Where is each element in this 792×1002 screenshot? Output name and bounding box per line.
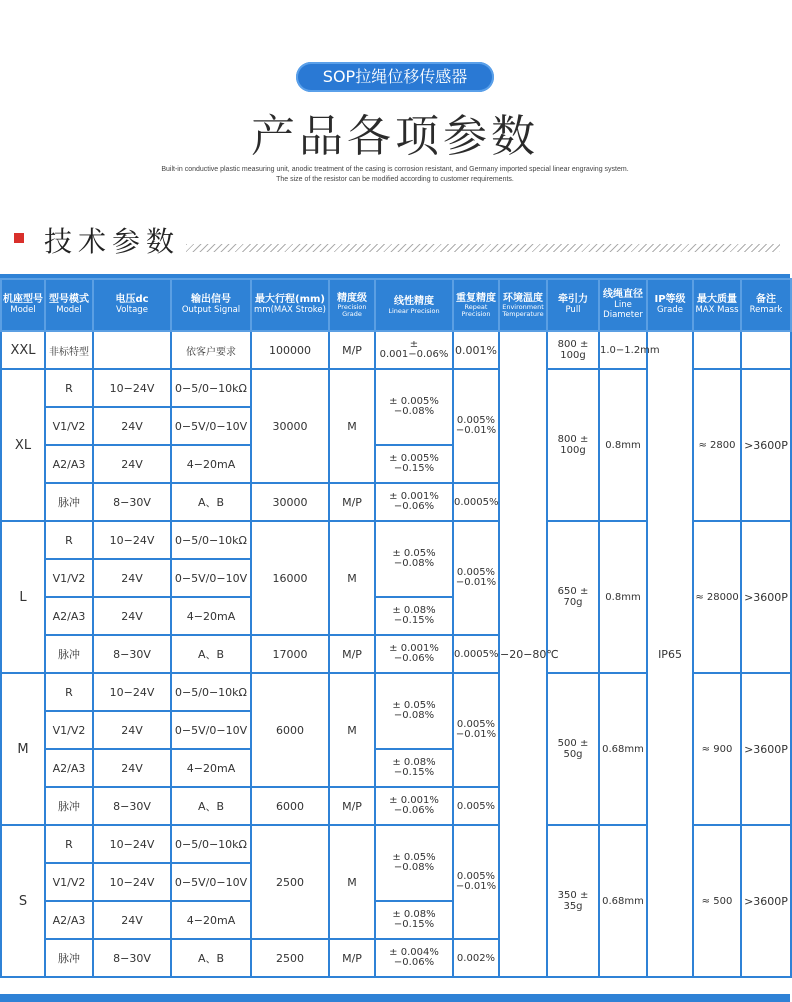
cell-model: M [1, 673, 45, 825]
cell-temperature: −20−80℃ [499, 331, 547, 977]
cell-output: 依客户要求 [171, 331, 251, 369]
column-header-cn: 最大质量 [697, 294, 737, 306]
cell-voltage: 8−30V [93, 787, 171, 825]
cell-voltage: 10−24V [93, 673, 171, 711]
cell-ip-grade: IP65 [647, 331, 693, 977]
column-header-en: Model [56, 304, 82, 315]
column-header [693, 279, 741, 331]
cell-mode: R [45, 369, 93, 407]
cell-linear: ± 0.005% −0.08% [375, 369, 453, 445]
cell-linear: ± 0.001−0.06% [375, 331, 453, 369]
cell-voltage [93, 331, 171, 369]
cell-linear: ± 0.001% −0.06% [375, 483, 453, 521]
cell-mode: A2/A3 [45, 597, 93, 635]
column-header-cn: 电压dc [115, 294, 149, 306]
cell-repeat: 0.005% −0.01% [453, 521, 499, 635]
cell-mode: V1/V2 [45, 863, 93, 901]
page-title: 产品各项参数 [251, 111, 539, 162]
cell-output: 0−5/0−10kΩ [171, 369, 251, 407]
cell-grade: M/P [329, 787, 375, 825]
cell-mode: 脉冲 [45, 787, 93, 825]
column-header [741, 279, 791, 331]
column-header-cn: 线绳直径 [603, 289, 643, 301]
cell-remark [741, 331, 791, 369]
cell-mode: A2/A3 [45, 901, 93, 939]
cell-stroke: 30000 [251, 483, 329, 521]
cell-stroke: 2500 [251, 939, 329, 977]
cell-output: 0−5/0−10kΩ [171, 521, 251, 559]
cell-mode: V1/V2 [45, 711, 93, 749]
cell-linear: ± 0.005% −0.15% [375, 445, 453, 483]
cell-grade: M/P [329, 939, 375, 977]
cell-pull: 800 ± 100g [547, 331, 599, 369]
cell-grade: M [329, 673, 375, 787]
column-header [1, 279, 45, 331]
cell-mode: R [45, 825, 93, 863]
cell-output: 0−5/0−10kΩ [171, 825, 251, 863]
column-header-cn: 牵引力 [558, 294, 588, 306]
cell-repeat: 0.0005% [453, 483, 499, 521]
section-marker-icon [14, 233, 24, 243]
column-header-cn: 最大行程(mm) [255, 294, 325, 306]
cell-mass: ≈ 500 [693, 825, 741, 977]
cell-stroke: 2500 [251, 825, 329, 939]
cell-model: L [1, 521, 45, 673]
column-header-en: Model [10, 304, 36, 315]
cell-linear: ± 0.08% −0.15% [375, 597, 453, 635]
cell-repeat: 0.001% [453, 331, 499, 369]
cell-output: A、B [171, 483, 251, 521]
cell-pull: 500 ± 50g [547, 673, 599, 825]
cell-diameter: 1.0−1.2mm [599, 331, 647, 369]
cell-repeat: 0.005% −0.01% [453, 825, 499, 939]
cell-remark: >3600P [741, 369, 791, 521]
cell-mode: V1/V2 [45, 559, 93, 597]
cell-output: 0−5V/0−10V [171, 863, 251, 901]
cell-diameter: 0.8mm [599, 521, 647, 673]
cell-voltage: 24V [93, 597, 171, 635]
cell-linear: ± 0.004% −0.06% [375, 939, 453, 977]
cell-remark: >3600P [741, 673, 791, 825]
cell-voltage: 10−24V [93, 521, 171, 559]
cell-output: 0−5V/0−10V [171, 407, 251, 445]
section-divider [186, 244, 780, 252]
column-header-en: Line Diameter [603, 299, 643, 320]
table-body [1, 331, 791, 977]
section-title: 技术参数 [44, 225, 181, 258]
column-header-cn: IP等级 [654, 294, 686, 306]
column-header-cn: 环境温度 [503, 292, 543, 304]
cell-diameter: 0.68mm [599, 673, 647, 825]
cell-stroke: 16000 [251, 521, 329, 635]
column-header-en: Remark [749, 304, 783, 315]
column-header [599, 279, 647, 331]
column-header [171, 279, 251, 331]
cell-stroke: 30000 [251, 369, 329, 483]
table-header-row [1, 279, 791, 331]
cell-repeat: 0.005% −0.01% [453, 369, 499, 483]
product-badge: SOP拉绳位移传感器 [296, 62, 494, 92]
column-header [647, 279, 693, 331]
column-header-cn: 精度级 [337, 292, 367, 304]
cell-voltage: 24V [93, 901, 171, 939]
cell-grade: M [329, 369, 375, 483]
cell-grade: M/P [329, 331, 375, 369]
column-header [251, 279, 329, 331]
cell-stroke: 6000 [251, 787, 329, 825]
column-header-cn: 输出信号 [191, 294, 231, 306]
cell-output: A、B [171, 787, 251, 825]
column-header-cn: 重复精度 [456, 292, 496, 304]
cell-grade: M/P [329, 635, 375, 673]
column-header-en: Precision Grade [337, 303, 367, 318]
cell-voltage: 10−24V [93, 863, 171, 901]
cell-linear: ± 0.05% −0.08% [375, 825, 453, 901]
column-header-en: Output Signal [181, 304, 241, 315]
cell-model: XL [1, 369, 45, 521]
column-header-en: mm(MAX Stroke) [254, 304, 326, 315]
subtitle-line-1: Built-in conductive plastic measuring unit, anodic treatment of the casing is corrosion resistant, and Germany imported special linear engraving system. [161, 166, 629, 173]
cell-linear: ± 0.05% −0.08% [375, 673, 453, 749]
cell-output: 4−20mA [171, 901, 251, 939]
cell-grade: M [329, 521, 375, 635]
column-header [499, 279, 547, 331]
cell-voltage: 24V [93, 407, 171, 445]
cell-stroke: 6000 [251, 673, 329, 787]
column-header-en: MAX Mass [695, 304, 739, 315]
column-header-cn: 备注 [756, 294, 776, 306]
cell-mass: ≈ 900 [693, 673, 741, 825]
cell-stroke: 100000 [251, 331, 329, 369]
cell-voltage: 24V [93, 559, 171, 597]
cell-mass: ≈ 2800 [693, 369, 741, 521]
column-header [375, 279, 453, 331]
column-header-en: Repeat Precision [461, 303, 491, 318]
cell-pull: 650 ± 70g [547, 521, 599, 673]
column-header [547, 279, 599, 331]
cell-repeat: 0.002% [453, 939, 499, 977]
cell-voltage: 8−30V [93, 635, 171, 673]
cell-voltage: 10−24V [93, 825, 171, 863]
column-header-cn: 型号模式 [49, 294, 89, 306]
cell-voltage: 10−24V [93, 369, 171, 407]
subtitle-line-2: The size of the resistor can be modified according to customer requirements. [276, 176, 514, 183]
cell-voltage: 24V [93, 445, 171, 483]
cell-diameter: 0.8mm [599, 369, 647, 521]
column-header-en: Pull [565, 304, 581, 315]
cell-mass: ≈ 28000 [693, 521, 741, 673]
cell-mass [693, 331, 741, 369]
cell-pull: 350 ± 35g [547, 825, 599, 977]
spec-table [0, 278, 792, 978]
column-header-cn: 线性精度 [394, 296, 434, 307]
cell-linear: ± 0.001% −0.06% [375, 635, 453, 673]
cell-diameter: 0.68mm [599, 825, 647, 977]
cell-output: 4−20mA [171, 749, 251, 787]
cell-mode: R [45, 521, 93, 559]
cell-output: 0−5V/0−10V [171, 559, 251, 597]
column-header [93, 279, 171, 331]
cell-grade: M/P [329, 483, 375, 521]
cell-voltage: 8−30V [93, 939, 171, 977]
cell-model: XXL [1, 331, 45, 369]
cell-mode: A2/A3 [45, 749, 93, 787]
cell-model: S [1, 825, 45, 977]
spec-table-container [0, 274, 790, 1002]
cell-mode: A2/A3 [45, 445, 93, 483]
cell-voltage: 24V [93, 711, 171, 749]
cell-linear: ± 0.05% −0.08% [375, 521, 453, 597]
column-header-en: Grade [657, 304, 683, 315]
column-header [45, 279, 93, 331]
cell-voltage: 8−30V [93, 483, 171, 521]
column-header [453, 279, 499, 331]
column-header-en: Voltage [116, 304, 148, 315]
cell-linear: ± 0.08% −0.15% [375, 749, 453, 787]
cell-repeat: 0.005% −0.01% [453, 673, 499, 787]
cell-repeat: 0.005% [453, 787, 499, 825]
cell-output: A、B [171, 635, 251, 673]
cell-linear: ± 0.001% −0.06% [375, 787, 453, 825]
cell-mode: 脉冲 [45, 635, 93, 673]
cell-output: A、B [171, 939, 251, 977]
cell-output: 4−20mA [171, 597, 251, 635]
cell-remark: >3600P [741, 521, 791, 673]
cell-remark: >3600P [741, 825, 791, 977]
column-header-cn: 机座型号 [3, 294, 43, 306]
table-row-xxl [1, 331, 791, 369]
column-header-en: Environment Temperature [502, 303, 544, 318]
cell-mode: 非标特型 [45, 331, 93, 369]
cell-mode: 脉冲 [45, 483, 93, 521]
column-header [329, 279, 375, 331]
cell-stroke: 17000 [251, 635, 329, 673]
cell-mode: R [45, 673, 93, 711]
cell-output: 0−5/0−10kΩ [171, 673, 251, 711]
column-header-en: Linear Precision [388, 306, 440, 315]
cell-grade: M [329, 825, 375, 939]
cell-mode: V1/V2 [45, 407, 93, 445]
cell-pull: 800 ± 100g [547, 369, 599, 521]
cell-output: 0−5V/0−10V [171, 711, 251, 749]
cell-mode: 脉冲 [45, 939, 93, 977]
cell-output: 4−20mA [171, 445, 251, 483]
cell-voltage: 24V [93, 749, 171, 787]
cell-linear: ± 0.08% −0.15% [375, 901, 453, 939]
cell-repeat: 0.0005% [453, 635, 499, 673]
